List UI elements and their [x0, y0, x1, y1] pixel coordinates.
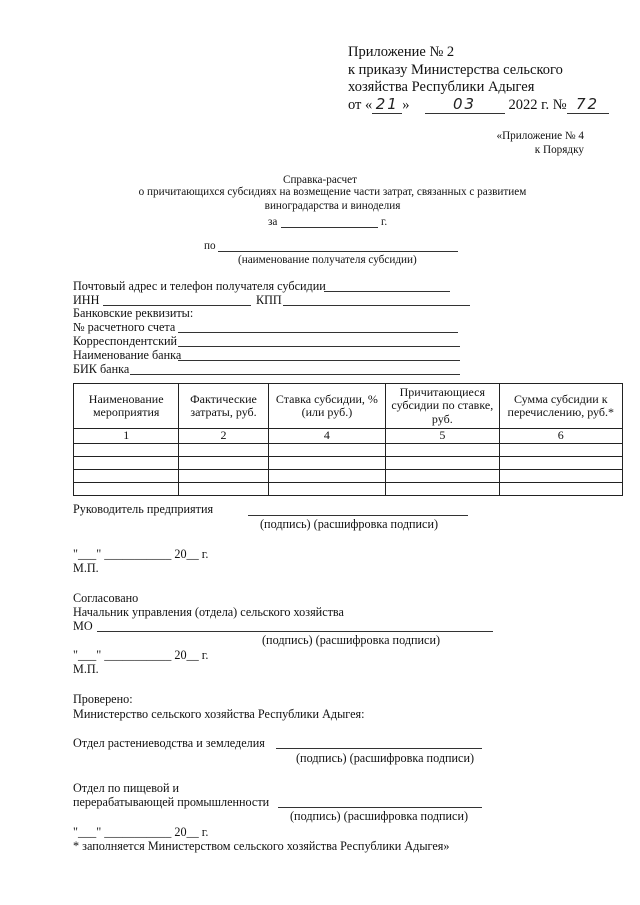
table-row: [74, 469, 623, 482]
table-cell[interactable]: [386, 482, 499, 495]
table-cell[interactable]: [268, 443, 385, 456]
table-row: [74, 456, 623, 469]
account-field-line[interactable]: [178, 332, 458, 333]
table-header: Сумма субсидии к перечислению, руб.*: [499, 384, 622, 429]
checked-label: Проверено:: [73, 692, 133, 706]
corr-field-line[interactable]: [178, 346, 460, 347]
column-number: 5: [386, 429, 499, 444]
table-cell[interactable]: [386, 456, 499, 469]
period-suffix: г.: [381, 216, 388, 228]
date-line-2: "___" ___________ 20__ г.: [73, 648, 209, 662]
dept-food-label-2: перерабатывающей промышленности: [73, 795, 270, 809]
address-field-line[interactable]: [324, 291, 450, 292]
doc-subtitle-1: о причитающихся субсидиях на возмещение части затрат, связанных с развитием: [138, 186, 527, 198]
dept-crops-signature-line[interactable]: [276, 748, 482, 749]
footnote: * заполняется Министерством сельского хозяйства Республики Адыгея»: [73, 839, 450, 853]
doc-title: Справка-расчет: [282, 174, 358, 186]
order-number: 72: [567, 96, 609, 114]
date-line-1: "___" ___________ 20__ г.: [73, 547, 209, 561]
table-cell[interactable]: [179, 456, 268, 469]
table-cell[interactable]: [386, 469, 499, 482]
column-number: 1: [74, 429, 179, 444]
ministry-label: Министерство сельского хозяйства Республики Адыгея:: [73, 707, 365, 721]
table-row: [74, 443, 623, 456]
dept-crops-label: Отдел растениеводства и земледелия: [73, 736, 265, 750]
table-cell[interactable]: [179, 443, 268, 456]
order-date-line: [348, 96, 609, 114]
table-cell[interactable]: [499, 482, 622, 495]
table-cell[interactable]: [179, 469, 268, 482]
table-header: Причитающиеся субсидии по ставке, руб.: [386, 384, 499, 429]
subsidy-table: [73, 383, 623, 496]
table-cell[interactable]: [74, 482, 179, 495]
appendix-number: Приложение № 2: [348, 44, 455, 60]
date-prefix: от «: [348, 97, 373, 113]
bik-label: БИК банка: [73, 362, 130, 376]
appendix-4-title: «Приложение № 4: [496, 130, 584, 142]
recipient-prefix: по: [204, 240, 216, 252]
bik-field-line[interactable]: [130, 374, 460, 375]
table-cell[interactable]: [179, 482, 268, 495]
inn-label: ИНН: [73, 293, 100, 307]
recipient-field-line[interactable]: [218, 251, 458, 252]
dept-food-signature-caption: (подпись) (расшифровка подписи): [290, 809, 469, 823]
chief-label: Начальник управления (отдела) сельского хозяйства: [73, 605, 344, 619]
table-cell[interactable]: [268, 482, 385, 495]
dept-food-signature-line[interactable]: [278, 807, 482, 808]
kpp-label: КПП: [256, 293, 282, 307]
column-number: 2: [179, 429, 268, 444]
date-year: 2022 г. №: [508, 97, 567, 113]
table-header: Фактические затраты, руб.: [179, 384, 268, 429]
table-cell[interactable]: [499, 456, 622, 469]
table-cell[interactable]: [74, 456, 179, 469]
table-cell[interactable]: [499, 443, 622, 456]
stamp-label-2: М.П.: [73, 662, 99, 676]
date-quote: »: [402, 97, 410, 113]
bank-name-label: Наименование банка: [73, 348, 182, 362]
address-label: Почтовый адрес и телефон получателя субсидии: [73, 279, 326, 293]
dept-crops-signature-caption: (подпись) (расшифровка подписи): [296, 751, 475, 765]
table-row: [74, 482, 623, 495]
head-signature-line[interactable]: [248, 515, 468, 516]
doc-subtitle-2: виноградарства и виноделия: [264, 200, 401, 212]
corr-label: Корреспондентский: [73, 334, 178, 348]
table-header: Наименование мероприятия: [74, 384, 179, 429]
account-label: № расчетного счета: [73, 320, 176, 334]
order-reference: к приказу Министерства сельского: [348, 62, 563, 78]
mo-signature-caption: (подпись) (расшифровка подписи): [262, 633, 441, 647]
date-day: 21: [372, 96, 402, 114]
table-cell[interactable]: [268, 456, 385, 469]
table-header: Ставка субсидии, % (или руб.): [268, 384, 385, 429]
period-prefix: за: [268, 216, 278, 228]
head-signature-caption: (подпись) (расшифровка подписи): [260, 517, 439, 531]
column-number: 4: [268, 429, 385, 444]
dept-food-label-1: Отдел по пищевой и: [73, 781, 180, 795]
bank-details-label: Банковские реквизиты:: [73, 306, 194, 320]
kpp-field-line[interactable]: [283, 305, 470, 306]
column-number: 6: [499, 429, 622, 444]
table-cell[interactable]: [268, 469, 385, 482]
period-field-line[interactable]: [281, 227, 378, 228]
mo-signature-line[interactable]: [97, 631, 493, 632]
stamp-label-1: М.П.: [73, 561, 99, 575]
table-cell[interactable]: [74, 443, 179, 456]
table-cell[interactable]: [499, 469, 622, 482]
table-cell[interactable]: [386, 443, 499, 456]
date-month: 03: [425, 96, 505, 114]
appendix-4-order: к Порядку: [534, 144, 584, 156]
ministry-name: хозяйства Республики Адыгея: [348, 79, 535, 95]
recipient-caption: (наименование получателя субсидии): [238, 254, 417, 266]
table-cell[interactable]: [74, 469, 179, 482]
agreed-label: Согласовано: [73, 591, 139, 605]
mo-label: МО: [73, 619, 93, 633]
head-label: Руководитель предприятия: [73, 502, 214, 516]
bank-name-field-line[interactable]: [178, 360, 460, 361]
date-line-3: "___" ___________ 20__ г.: [73, 825, 209, 839]
